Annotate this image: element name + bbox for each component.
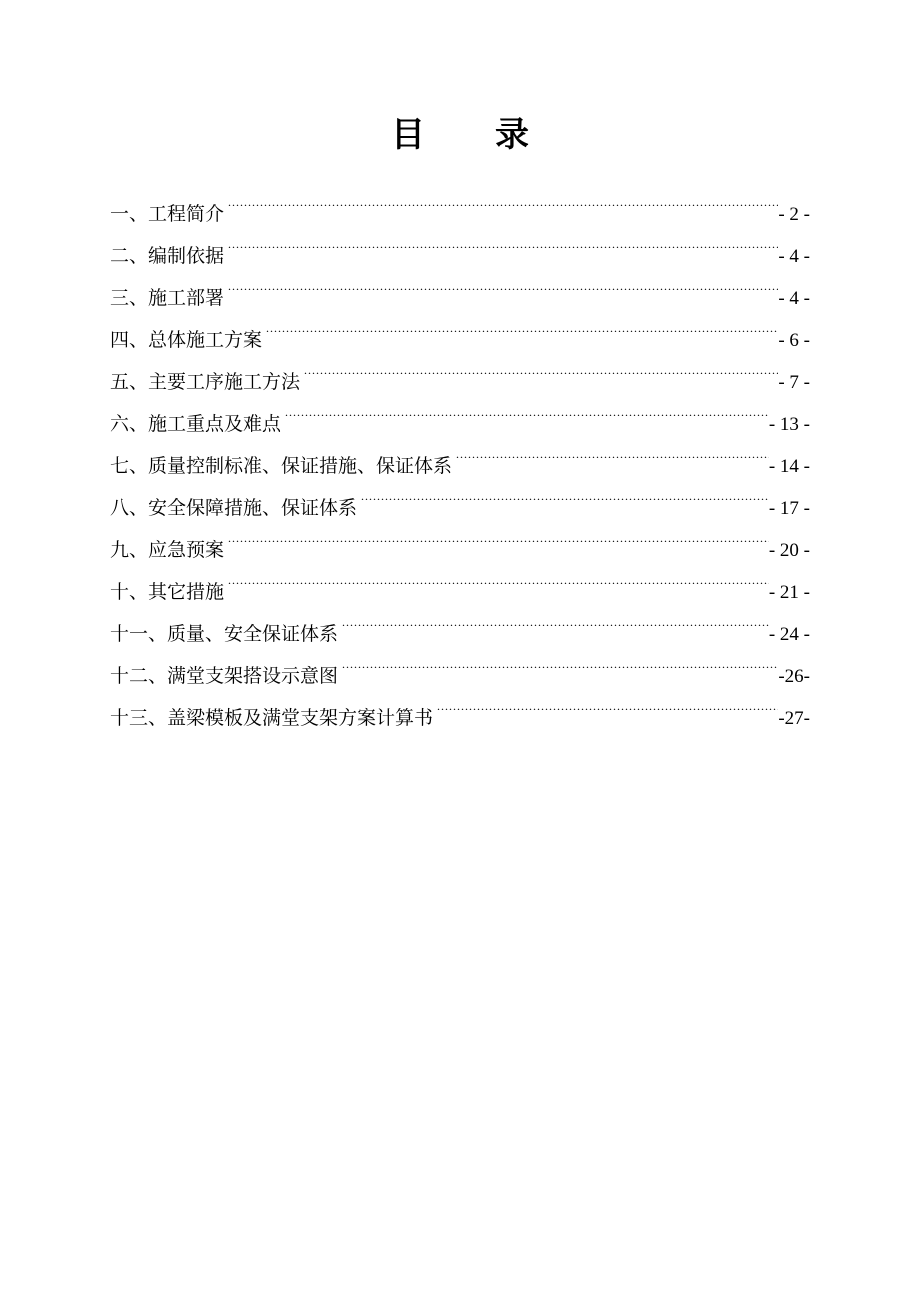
table-of-contents [110, 178, 810, 729]
toc-dot-leader [361, 472, 769, 514]
toc-entry-label: 二、编制依据 [110, 245, 225, 267]
toc-entry-label: 一、工程简介 [110, 203, 225, 225]
toc-entry-page: - 14 - [768, 456, 810, 477]
toc-entry-page: - 20 - [768, 540, 810, 561]
toc-dot-leader [456, 430, 769, 472]
toc-entry-page: - 7 - [778, 372, 810, 393]
toc-dot-leader [228, 178, 778, 220]
toc-dot-leader [304, 346, 778, 388]
toc-entry-label: 六、施工重点及难点 [110, 413, 282, 435]
toc-dot-leader [228, 262, 778, 304]
toc-dot-leader [228, 220, 778, 262]
toc-dot-leader [342, 640, 778, 682]
toc-dot-leader [285, 388, 769, 430]
title-char-2: 录 [495, 115, 529, 155]
toc-entry-label: 十三、盖梁模板及满堂支架方案计算书 [110, 707, 434, 729]
toc-entry-page: - 4 - [778, 288, 810, 309]
toc-entry-page: -26- [778, 666, 810, 687]
toc-entry-page: - 17 - [768, 498, 810, 519]
toc-entry-page: - 4 - [778, 246, 810, 267]
toc-entry-label: 四、总体施工方案 [110, 329, 263, 351]
toc-entry-label: 十、其它措施 [110, 581, 225, 603]
toc-entry-page: - 21 - [768, 582, 810, 603]
toc-dot-leader [266, 304, 778, 346]
toc-entry-label: 九、应急预案 [110, 539, 225, 561]
toc-entry-page: -27- [778, 708, 810, 729]
toc-entry-label: 八、安全保障措施、保证体系 [110, 497, 358, 519]
toc-entry-label: 十二、满堂支架搭设示意图 [110, 665, 339, 687]
toc-dot-leader [228, 514, 769, 556]
toc-dot-leader [437, 682, 778, 724]
toc-entry-page: - 2 - [778, 204, 810, 225]
toc-dot-leader [342, 598, 769, 640]
toc-entry[interactable] [110, 178, 810, 225]
page-title [0, 110, 920, 160]
toc-entry-label: 五、主要工序施工方法 [110, 371, 301, 393]
toc-entry-label: 七、质量控制标准、保证措施、保证体系 [110, 455, 453, 477]
toc-entry-label: 十一、质量、安全保证体系 [110, 623, 339, 645]
toc-entry-page: - 13 - [768, 414, 810, 435]
toc-entry-label: 三、施工部署 [110, 287, 225, 309]
toc-dot-leader [228, 556, 769, 598]
toc-entry-page: - 6 - [778, 330, 810, 351]
toc-entry-page: - 24 - [768, 624, 810, 645]
title-char-1: 目 [391, 115, 425, 155]
